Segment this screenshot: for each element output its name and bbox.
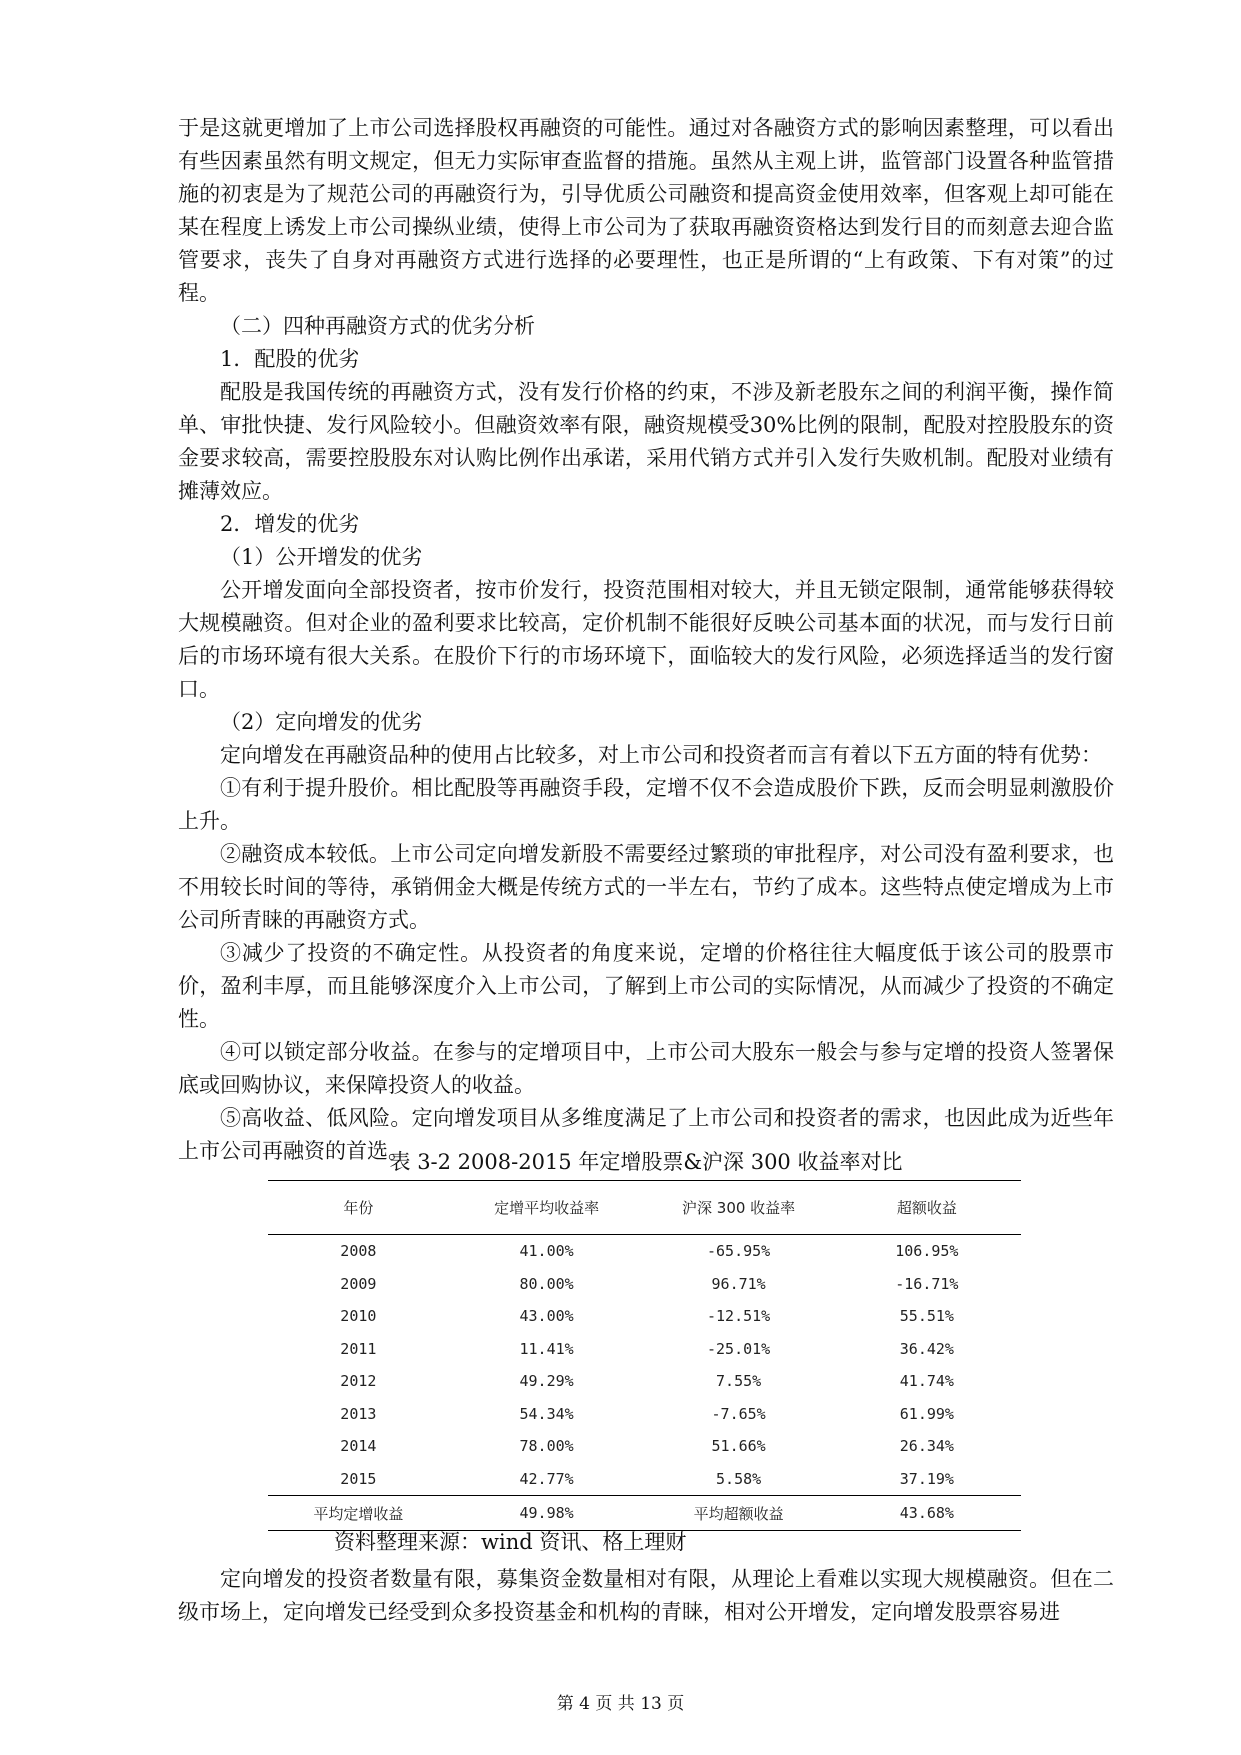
table-cell: 2010	[340, 1307, 377, 1326]
table-cell: 26.34%	[899, 1437, 954, 1456]
table-row	[268, 1398, 1021, 1431]
returns-table	[268, 1180, 1021, 1531]
paragraph: 公开增发面向全部投资者，按市价发行，投资范围相对较大，并且无锁定限制，通常能够获得较大规模融资。但对企业的盈利要求比较高，定价机制不能很好反映公司基本面的状况，而与发行日前后的市场环境有很大关系。在股价下行的市场环境下，面临较大的发行风险，必须选择适当的发行窗口。	[178, 578, 1114, 701]
table-cell: 41.00%	[519, 1242, 574, 1261]
summary-label: 平均定增收益	[313, 1504, 404, 1523]
paragraph: 定向增发的投资者数量有限，募集资金数量相对有限，从理论上看难以实现大规模融资。但在二级市场上，定向增发已经受到众多投资基金和机构的青睐，相对公开增发，定向增发股票容易进	[178, 1567, 1114, 1624]
subsection-heading: 1．配股的优劣	[220, 347, 360, 371]
table-cell: 96.71%	[711, 1274, 766, 1293]
header-cell: 超额收益	[896, 1199, 957, 1217]
table-cell: 80.00%	[519, 1274, 574, 1293]
table-cell: 51.66%	[711, 1437, 766, 1456]
table-row	[268, 1463, 1021, 1496]
body-text	[178, 112, 1114, 1168]
table-cell: 7.55%	[716, 1372, 762, 1391]
list-item: ②融资成本较低。上市公司定向增发新股不需要经过繁琐的审批程序，对公司没有盈利要求，也不用较长时间的等待，承销佣金大概是传统方式的一半左右，节约了成本。这些特点使定增成为上市公司所青睐的再融资方式。	[178, 842, 1114, 932]
subsection-heading: 2．增发的优劣	[220, 512, 360, 536]
table-cell: -65.95%	[707, 1242, 771, 1261]
table-row	[268, 1268, 1021, 1301]
table-cell: -7.65%	[711, 1404, 766, 1423]
table-cell: -16.71%	[895, 1274, 959, 1293]
table-row	[268, 1333, 1021, 1366]
subsubsection-heading: （2）定向增发的优劣	[220, 710, 423, 734]
list-item: ③减少了投资的不确定性。从投资者的角度来说，定增的价格往往大幅度低于该公司的股票市价，盈利丰厚，而且能够深度介入上市公司，了解到上市公司的实际情况，从而减少了投资的不确定性。	[178, 941, 1114, 1031]
table-row	[268, 1235, 1021, 1268]
header-cell: 年份	[343, 1199, 374, 1217]
list-item: ⑤高收益、低风险。定向增发项目从多维度满足了上市公司和投资者的需求，也因此成为近些年上市公司再融资的首选。	[178, 1106, 1114, 1163]
table-cell: 41.74%	[899, 1372, 954, 1391]
table-cell: -25.01%	[707, 1339, 771, 1358]
table-source-note: 资料整理来源：wind 资讯、格上理财	[334, 1530, 687, 1554]
body-text-continued	[178, 1563, 1114, 1629]
table-cell: 11.41%	[519, 1339, 574, 1358]
table-cell: 2008	[340, 1242, 377, 1261]
summary-value: 43.68%	[899, 1504, 954, 1522]
table-cell: 78.00%	[519, 1437, 574, 1456]
table-cell: -12.51%	[707, 1307, 771, 1326]
table-cell: 2012	[340, 1372, 377, 1391]
table-cell: 5.58%	[716, 1469, 762, 1488]
paragraph: 定向增发在再融资品种的使用占比较多，对上市公司和投资者而言有着以下五方面的特有优势：	[220, 743, 1102, 767]
subsubsection-heading: （1）公开增发的优劣	[220, 545, 423, 569]
table-cell: 106.95%	[895, 1242, 959, 1261]
table-caption: 表 3-2 2008-2015 年定增股票&沪深 300 收益率对比	[389, 1150, 903, 1174]
table-row	[268, 1300, 1021, 1333]
table-cell: 43.00%	[519, 1307, 574, 1326]
table-cell: 2011	[340, 1339, 377, 1358]
section-heading: （二）四种再融资方式的优劣分析	[220, 314, 535, 338]
table-cell: 61.99%	[899, 1404, 954, 1423]
table-cell: 37.19%	[899, 1469, 954, 1488]
paragraph: 配股是我国传统的再融资方式，没有发行价格的约束，不涉及新老股东之间的利润平衡，操作简单、审批快捷、发行风险较小。但融资效率有限，融资规模受30%比例的限制，配股对控股股东的资金要求较高，需要控股股东对认购比例作出承诺，采用代销方式并引入发行失败机制。配股对业绩有摊薄效应。	[178, 380, 1114, 503]
table-cell: 42.77%	[519, 1469, 574, 1488]
table-header-row	[268, 1181, 1021, 1235]
header-cell: 定增平均收益率	[494, 1199, 600, 1217]
table-summary-row	[268, 1496, 1021, 1531]
page-number: 第 4 页 共 13 页	[556, 1694, 685, 1714]
table-row	[268, 1430, 1021, 1463]
list-item: ④可以锁定部分收益。在参与的定增项目中，上市公司大股东一般会与参与定增的投资人签署保底或回购协议，来保障投资人的收益。	[178, 1040, 1114, 1097]
table-cell: 54.34%	[519, 1404, 574, 1423]
table-cell: 2015	[340, 1469, 377, 1488]
table-cell: 2014	[340, 1437, 377, 1456]
table-cell: 2013	[340, 1404, 377, 1423]
header-cell: 沪深 300 收益率	[682, 1199, 796, 1217]
table-cell: 55.51%	[899, 1307, 954, 1326]
paragraph: 于是这就更增加了上市公司选择股权再融资的可能性。通过对各融资方式的影响因素整理，可以看出有些因素虽然有明文规定，但无力实际审查监督的措施。虽然从主观上讲，监管部门设置各种监管措施的初衷是为了规范公司的再融资行为，引导优质公司融资和提高资金使用效率，但客观上却可能在某在程度上诱发上市公司操纵业绩，使得上市公司为了获取再融资资格达到发行目的而刻意去迎合监管要求，丧失了自身对再融资方式进行选择的必要理性，也正是所谓的“上有政策、下有对策”的过程。	[178, 116, 1114, 305]
summary-value: 49.98%	[519, 1504, 574, 1522]
summary-label: 平均超额收益	[693, 1504, 784, 1523]
table-cell: 2009	[340, 1274, 377, 1293]
table-row	[268, 1365, 1021, 1398]
list-item: ①有利于提升股价。相比配股等再融资手段，定增不仅不会造成股价下跌，反而会明显刺激股价上升。	[178, 776, 1114, 833]
table-cell: 36.42%	[899, 1339, 954, 1358]
table-cell: 49.29%	[519, 1372, 574, 1391]
